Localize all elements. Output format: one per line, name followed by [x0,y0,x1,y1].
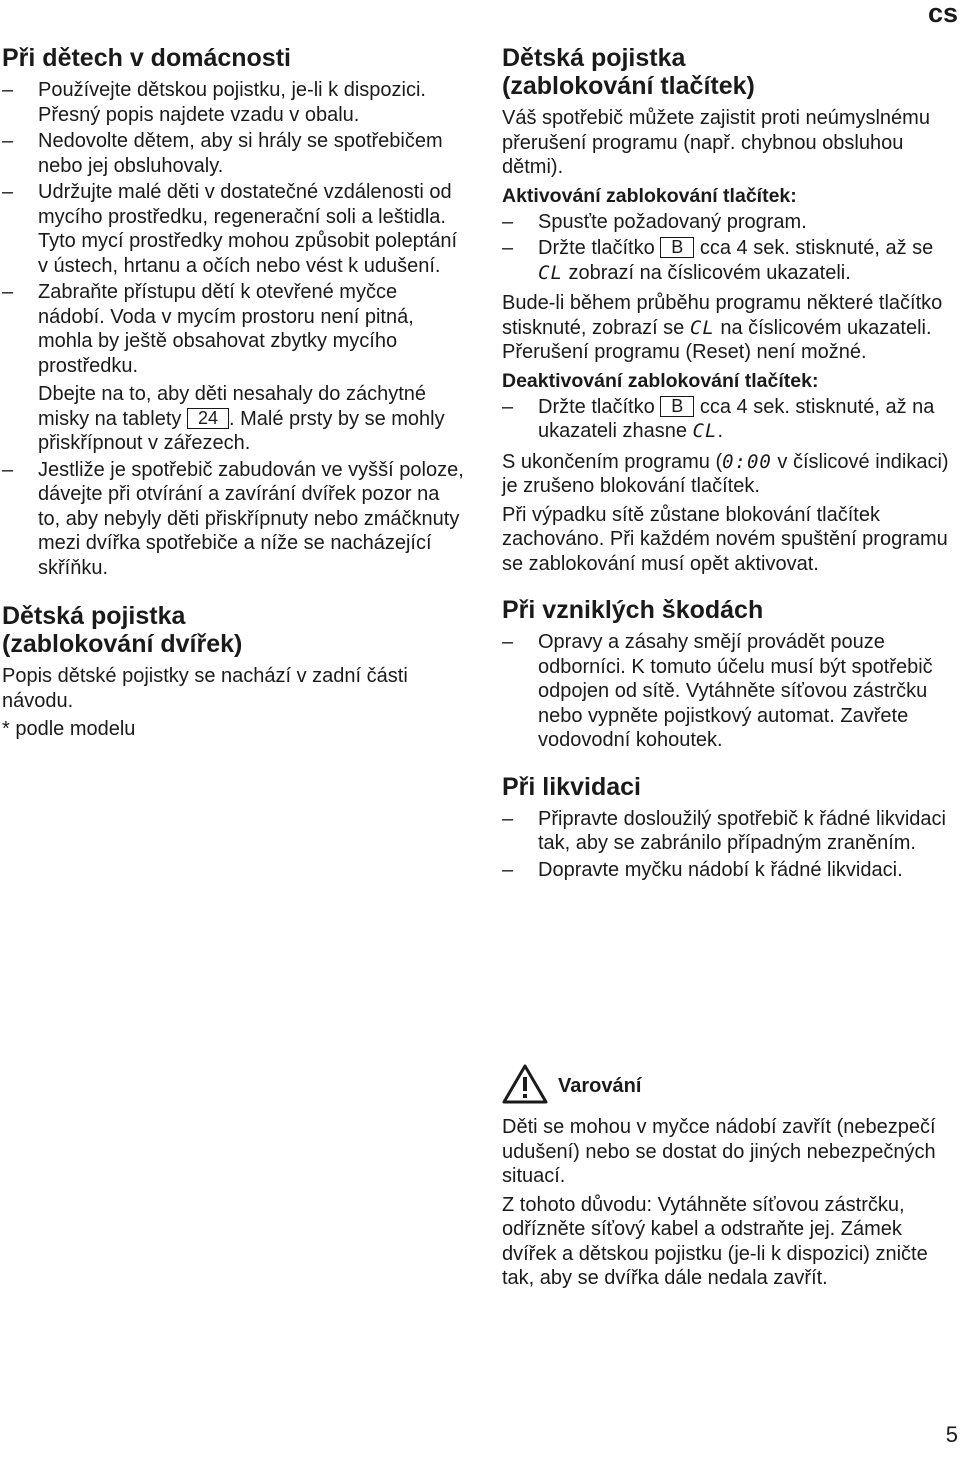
paragraph: Popis dětské pojistky se nachází v zadní části návodu. [2,665,408,712]
list-item: – Opravy a zásahy smějí provádět pouze odborníci. K tomuto účelu musí být spotřebič odpojen od sítě. Vytáhněte síťovou zástrčku nebo vypněte pojistkový automat. Zavřete vodovodní kohoutek. [502,630,958,753]
paragraph: Váš spotřebič můžete zajistit proti neúmyslnému přerušení programu (např. chybnou obsluhou dětmi). [502,107,930,178]
list-item: – Dopravte myčku nádobí k řádné likvidaci. [502,858,958,883]
list-item-note [38,382,464,456]
list-item: – Používejte dětskou pojistku, je-li k dispozici. Přesný popis najdete vzadu v obalu. [2,78,464,127]
warning-block [502,1064,958,1295]
lcd-cl-symbol: CL [692,420,718,442]
lcd-cl-symbol: CL [689,316,715,339]
paragraph: Při výpadku sítě zůstane blokování tlačítek zachováno. Při každém novém spuštění programu se zablokování musí opět aktivovat. [502,503,948,575]
list-item: – Jestliže je spotřebič zabudován ve vyšší poloze, dávejte při otvírání a zavírání dvířek pozor na to, aby nebyly děti přiskřípnuty nebo zmáčknuty mezi dvířka spotřebiče a níže se nacházející skříňku. [2,458,464,581]
paragraph [502,291,958,365]
paragraph: Děti se mohou v myčce nádobí zavřít (nebezpečí udušení) nebo se dostat do jiných nebezpečných situací. [502,1116,936,1187]
children-safety-list [2,78,464,580]
title-line: Dětská pojistka [502,44,686,72]
list-item [502,395,958,444]
button-b-symbol: B [660,396,694,417]
text: cca 4 sek. stisknuté, až se [694,237,934,259]
deactivate-list [502,395,958,444]
list-item-text: Zabraňte přístupu dětí k otevřené myčce nádobí. Voda v mycím prostoru není pitná, mohla by ještě obsahovat zbytky mycího prostředku. [38,281,414,377]
button-b-symbol: B [660,237,694,258]
activate-list [502,210,958,286]
warning-header [502,1064,958,1109]
lcd-cl-symbol: CL [538,261,563,284]
lcd-time-symbol: 0:00 [722,450,772,473]
list-item [2,280,464,456]
section-title-damage: Při vzniklých škodách [502,596,764,624]
language-code: cs [927,0,958,28]
note-text: . Malé prsty by se mohly přiskřípnout v zářezech. [38,407,445,454]
title-line: Dětská pojistka [2,602,186,630]
right-column [502,44,958,888]
list-item: – Udržujte malé děti v dostatečné vzdálenosti od mycího prostředku, regenerační soli a leštidla. Tyto mycí prostředky mohou způsobit poleptání v ústech, hrtanu a očích nebo vést k udušení. [2,180,464,278]
paragraph [502,450,958,499]
warning-title: Varování [558,1075,642,1097]
text: S ukončením programu ( [502,450,723,473]
section-title-door-lock [2,602,464,658]
list-item: – Spusťte požadovaný program. [502,210,958,235]
reference-box: 24 [187,408,229,429]
list-item: – Nedovolte dětem, aby si hrály se spotřebičem nebo jej obsluhovaly. [2,129,464,178]
warning-triangle-icon [502,1064,548,1109]
text: cca 4 sek. stisknuté, až na ukazateli zhasne [538,395,935,442]
text: zobrazí na číslicovém ukazateli. [562,261,851,284]
section-title-button-lock [502,44,958,100]
list-item: – Připravte dosloužilý spotřebič k řádné likvidaci tak, aby se zabránilo případným zraněním. [502,807,958,856]
text: na číslicovém ukazateli. Přerušení programu (Reset) není možné. [502,316,932,363]
subheading-deactivate: Deaktivování zablokování tlačítek: [502,369,819,392]
title-line: (zablokování dvířek) [2,630,243,658]
text: Držte tlačítko [538,237,661,259]
note-text: Dbejte na to, aby děti nesahaly do záchytné misky na tablety [38,383,427,430]
text: v číslicové indikaci) je zrušeno blokování tlačítek. [502,450,949,497]
text: Držte tlačítko [538,395,661,418]
page-number: 5 [945,1422,958,1447]
text: Bude-li během průběhu programu některé tlačítko stisknuté, zobrazí se [502,292,943,339]
subheading-activate: Aktivování zablokování tlačítek: [502,184,797,207]
left-column [2,44,464,746]
section-title-disposal: Při likvidaci [502,772,641,801]
text: . [717,420,723,442]
paragraph: Z tohoto důvodu: Vytáhněte síťovou zástrčku, odřízněte síťový kabel a odstraňte jej. Zámek dvířek a dětskou pojistku (je-li k dispozici) zničte tak, aby se dvířka dále nedala zavřít. [502,1193,928,1289]
disposal-list [502,807,958,883]
footnote: * podle modelu [2,718,136,740]
damage-list [502,630,958,753]
section-title-children: Při dětech v domácnosti [2,44,291,72]
list-item [502,236,958,285]
title-line: (zablokování tlačítek) [502,72,755,100]
